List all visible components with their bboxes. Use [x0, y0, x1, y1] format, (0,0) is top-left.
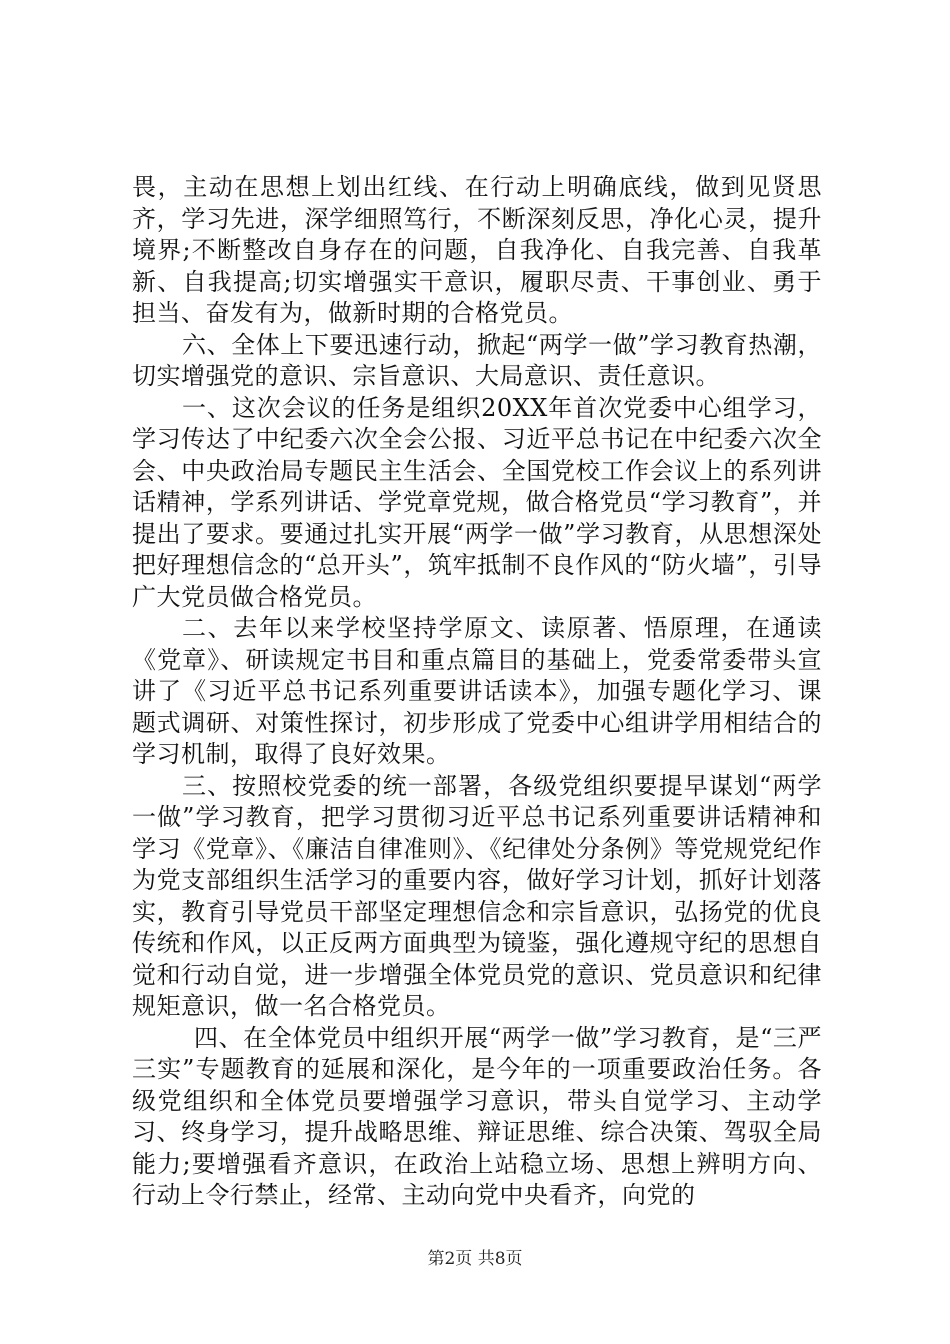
paragraph-six: 六、全体上下要迅速行动，掀起“两学一做”学习教育热潮，切实增强党的意识、宗旨意识、大局意识、责任意识。: [132, 330, 822, 390]
paragraph-two: 二、去年以来学校坚持学原文、读原著、悟原理，在通读《党章》、研读规定书目和重点篇目的基础上，党委常委带头宣讲了《习近平总书记系列重要讲话读本》，加强专题化学习、课题式调研、对策性探讨，初步形成了党委中心组讲学用相结合的学习机制，取得了良好效果。: [132, 614, 822, 768]
paragraph-one: 一、这次会议的任务是组织20XX年首次党委中心组学习，学习传达了中纪委六次全会公报、习近平总书记在中纪委六次全会、中央政治局专题民主生活会、全国党校工作会议上的系列讲话精神，学系列讲话、学党章党规，做合格党员“学习教育”，并提出了要求。要通过扎实开展“两学一做”学习教育，从思想深处把好理想信念的“总开头”，筑牢抵制不良作风的“防火墙”，引导广大党员做合格党员。: [132, 393, 822, 611]
paragraph-four: 四、在全体党员中组织开展“两学一做”学习教育，是“三严三实”专题教育的延展和深化，是今年的一项重要政治任务。各级党组织和全体党员要增强学习意识，带头自觉学习、主动学习、终身学习，提升战略思维、辩证思维、综合决策、驾驭全局能力;要增强看齐意识，在政治上站稳立场、思想上辨明方向、行动上令行禁止，经常、主动向党中央看齐，向党的: [132, 1023, 822, 1209]
paragraph-continuation: 畏，主动在思想上划出红线、在行动上明确底线，做到见贤思齐，学习先进，深学细照笃行，不断深刻反思，净化心灵，提升境界;不断整改自身存在的问题，自我净化、自我完善、自我革新、自我提高;切实增强实干意识，履职尽责、干事创业、勇于担当、奋发有为，做新时期的合格党员。: [132, 173, 822, 327]
paragraph-three: 三、按照校党委的统一部署，各级党组织要提早谋划“两学一做”学习教育，把学习贯彻习近平总书记系列重要讲话精神和学习《党章》、《廉洁自律准则》、《纪律处分条例》等党规党纪作为党支部组织生活学习的重要内容，做好学习计划，抓好计划落实，教育引导党员干部坚定理想信念和宗旨意识，弘扬党的优良传统和作风，以正反两方面典型为镜鉴，强化遵规守纪的思想自觉和行动自觉，进一步增强全体党员党的意识、党员意识和纪律规矩意识，做一名合格党员。: [132, 771, 822, 1020]
page-number-footer: 第2页 共8页: [427, 1249, 523, 1269]
document-body: [132, 172, 822, 1212]
